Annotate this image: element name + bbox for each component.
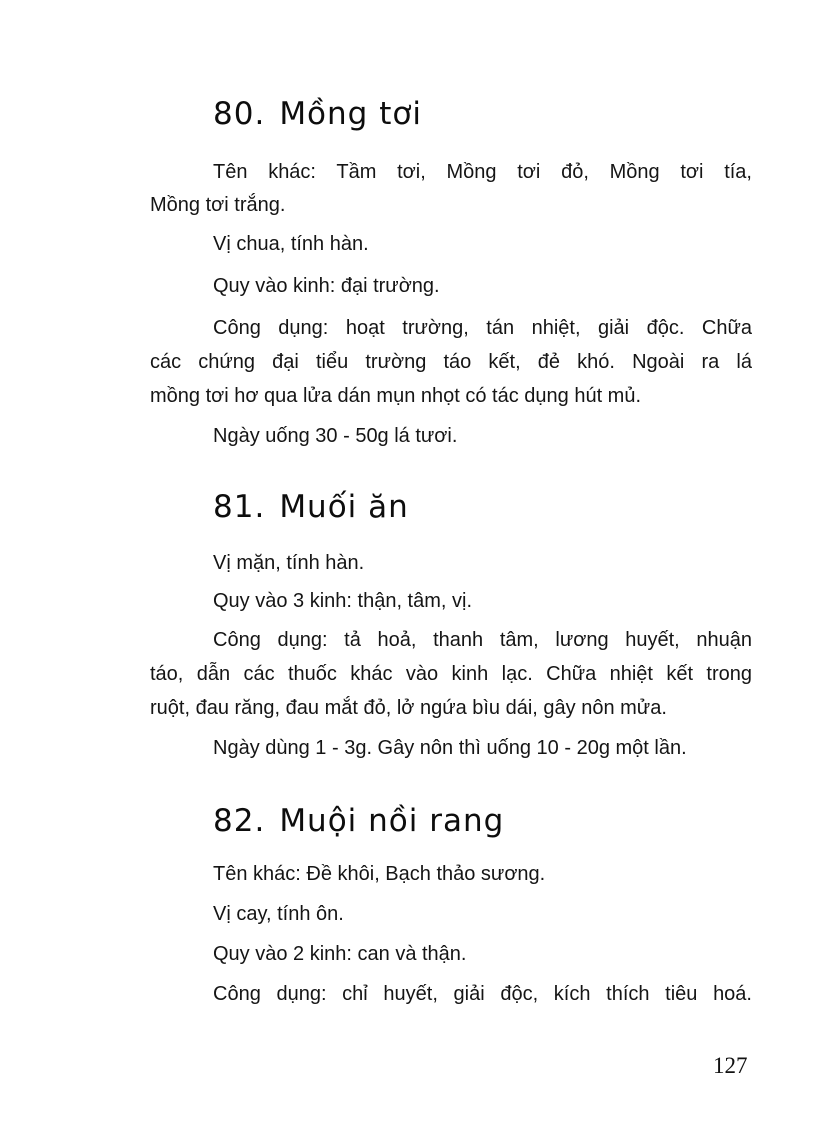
paragraph-line: Công dụng: hoạt trường, tán nhiệt, giải độc. Chữa	[213, 317, 752, 339]
paragraph-line: Vị chua, tính hàn.	[213, 233, 369, 255]
section-number: 82.	[213, 803, 266, 839]
paragraph-line: Quy vào kinh: đại trường.	[213, 275, 440, 297]
paragraph-line: các chứng đại tiểu trường táo kết, đẻ khó. Ngoài ra lá	[150, 351, 752, 373]
section-heading-81	[213, 489, 409, 525]
paragraph-line: Quy vào 3 kinh: thận, tâm, vị.	[213, 590, 473, 612]
section-title: Muối ăn	[279, 489, 409, 525]
section-title: Mồng tơi	[279, 96, 422, 132]
paragraph-line: ruột, đau răng, đau mắt đỏ, lở ngứa bìu dái, gây nôn mửa.	[150, 697, 667, 719]
section-heading-80	[213, 96, 422, 132]
section-title: Muội nồi rang	[279, 803, 505, 839]
section-heading-82	[213, 803, 504, 839]
paragraph-line: Công dụng: chỉ huyết, giải độc, kích thích tiêu hoá.	[213, 983, 752, 1005]
paragraph-line: táo, dẫn các thuốc khác vào kinh lạc. Chữa nhiệt kết trong	[150, 663, 752, 685]
paragraph-line: Ngày dùng 1 - 3g. Gây nôn thì uống 10 - 20g một lần.	[213, 737, 687, 759]
section-number: 80.	[213, 96, 266, 132]
paragraph-line: mồng tơi hơ qua lửa dán mụn nhọt có tác dụng hút mủ.	[150, 385, 642, 407]
paragraph-line: Tên khác: Đề khôi, Bạch thảo sương.	[213, 863, 546, 885]
page-number: 127	[713, 1053, 748, 1078]
paragraph-line: Tên khác: Tầm tơi, Mồng tơi đỏ, Mồng tơi tía,	[213, 161, 752, 183]
paragraph-line: Vị cay, tính ôn.	[213, 903, 344, 925]
paragraph-line: Vị mặn, tính hàn.	[213, 552, 365, 574]
paragraph-line: Công dụng: tả hoả, thanh tâm, lương huyết, nhuận	[213, 629, 752, 651]
section-number: 81.	[213, 489, 266, 525]
paragraph-line: Quy vào 2 kinh: can và thận.	[213, 943, 467, 965]
paragraph-line: Ngày uống 30 - 50g lá tươi.	[213, 425, 458, 447]
paragraph-line: Mồng tơi trắng.	[150, 194, 286, 216]
